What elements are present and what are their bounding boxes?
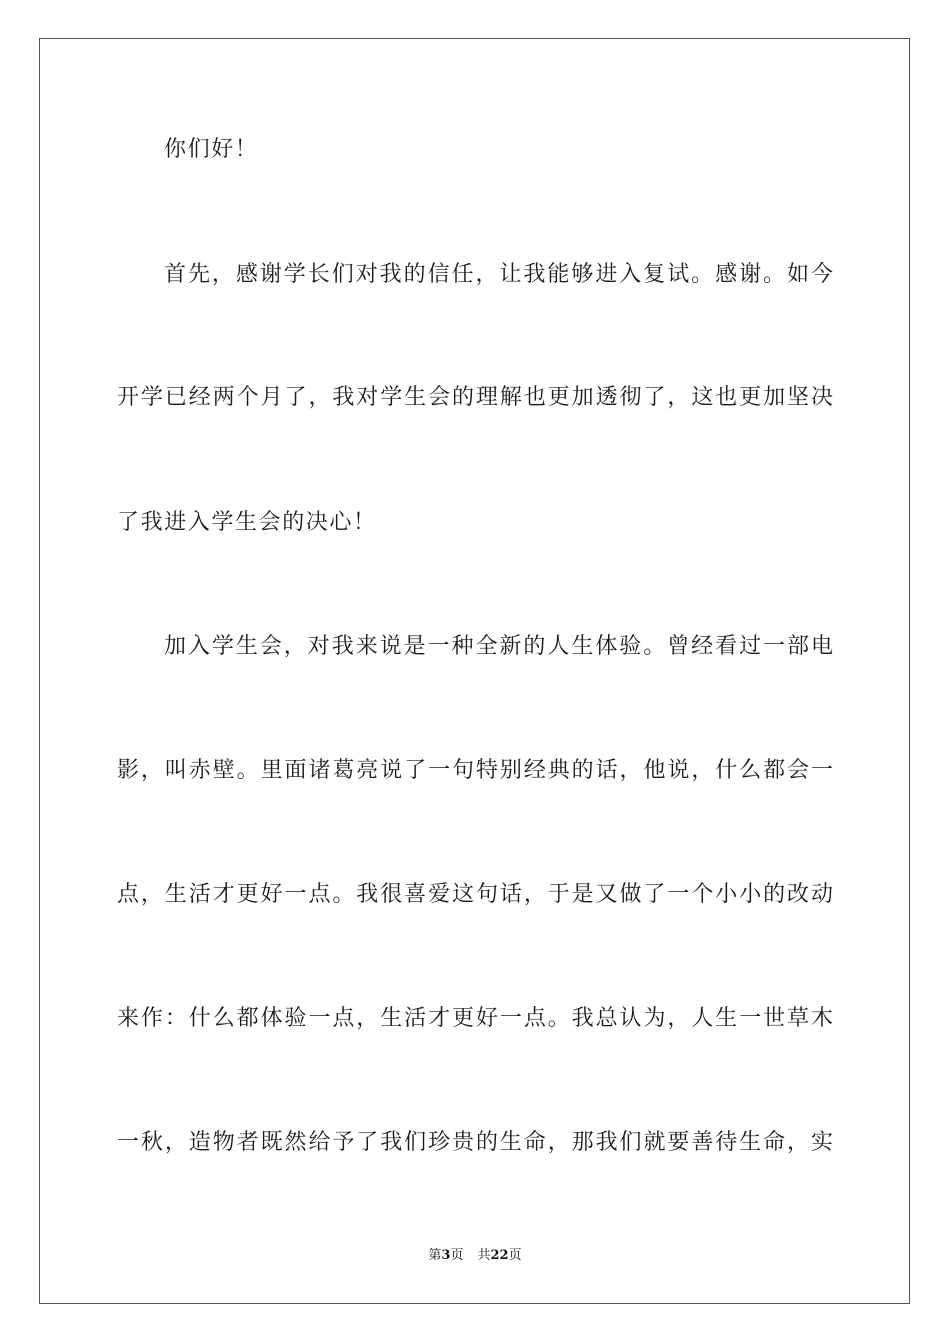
page-border [39,38,910,1304]
text-line: 了我进入学生会的决心！ [117,510,377,535]
total-pages: 22 [490,1248,509,1263]
text-line: 加入学生会，对我来说是一种全新的人生体验。曾经看过一部电 [164,634,833,659]
page-prefix: 第 [428,1248,442,1263]
text-line: 一秋，造物者既然给予了我们珍贵的生命，那我们就要善待生命，实 [117,1130,833,1155]
text-line: 点，生活才更好一点。我很喜爱这句话，于是又做了一个小小的改动 [117,882,833,907]
text-line: 开学已经两个月了，我对学生会的理解也更加透彻了，这也更加坚决 [117,385,833,410]
page-number: 3 [441,1248,451,1263]
text-line: 首先，感谢学长们对我的信任，让我能够进入复试。感谢。如今 [164,262,833,287]
page-footer [0,1247,950,1265]
total-suffix: 页 [508,1248,522,1263]
text-line: 来作：什么都体验一点，生活才更好一点。我总认为，人生一世草木 [117,1006,833,1031]
text-line-greeting: 你们好！ [164,137,259,162]
total-prefix: 共 [477,1248,491,1263]
text-line: 影，叫赤壁。里面诸葛亮说了一句特别经典的话，他说，什么都会一 [117,758,833,783]
page-suffix: 页 [450,1248,464,1263]
